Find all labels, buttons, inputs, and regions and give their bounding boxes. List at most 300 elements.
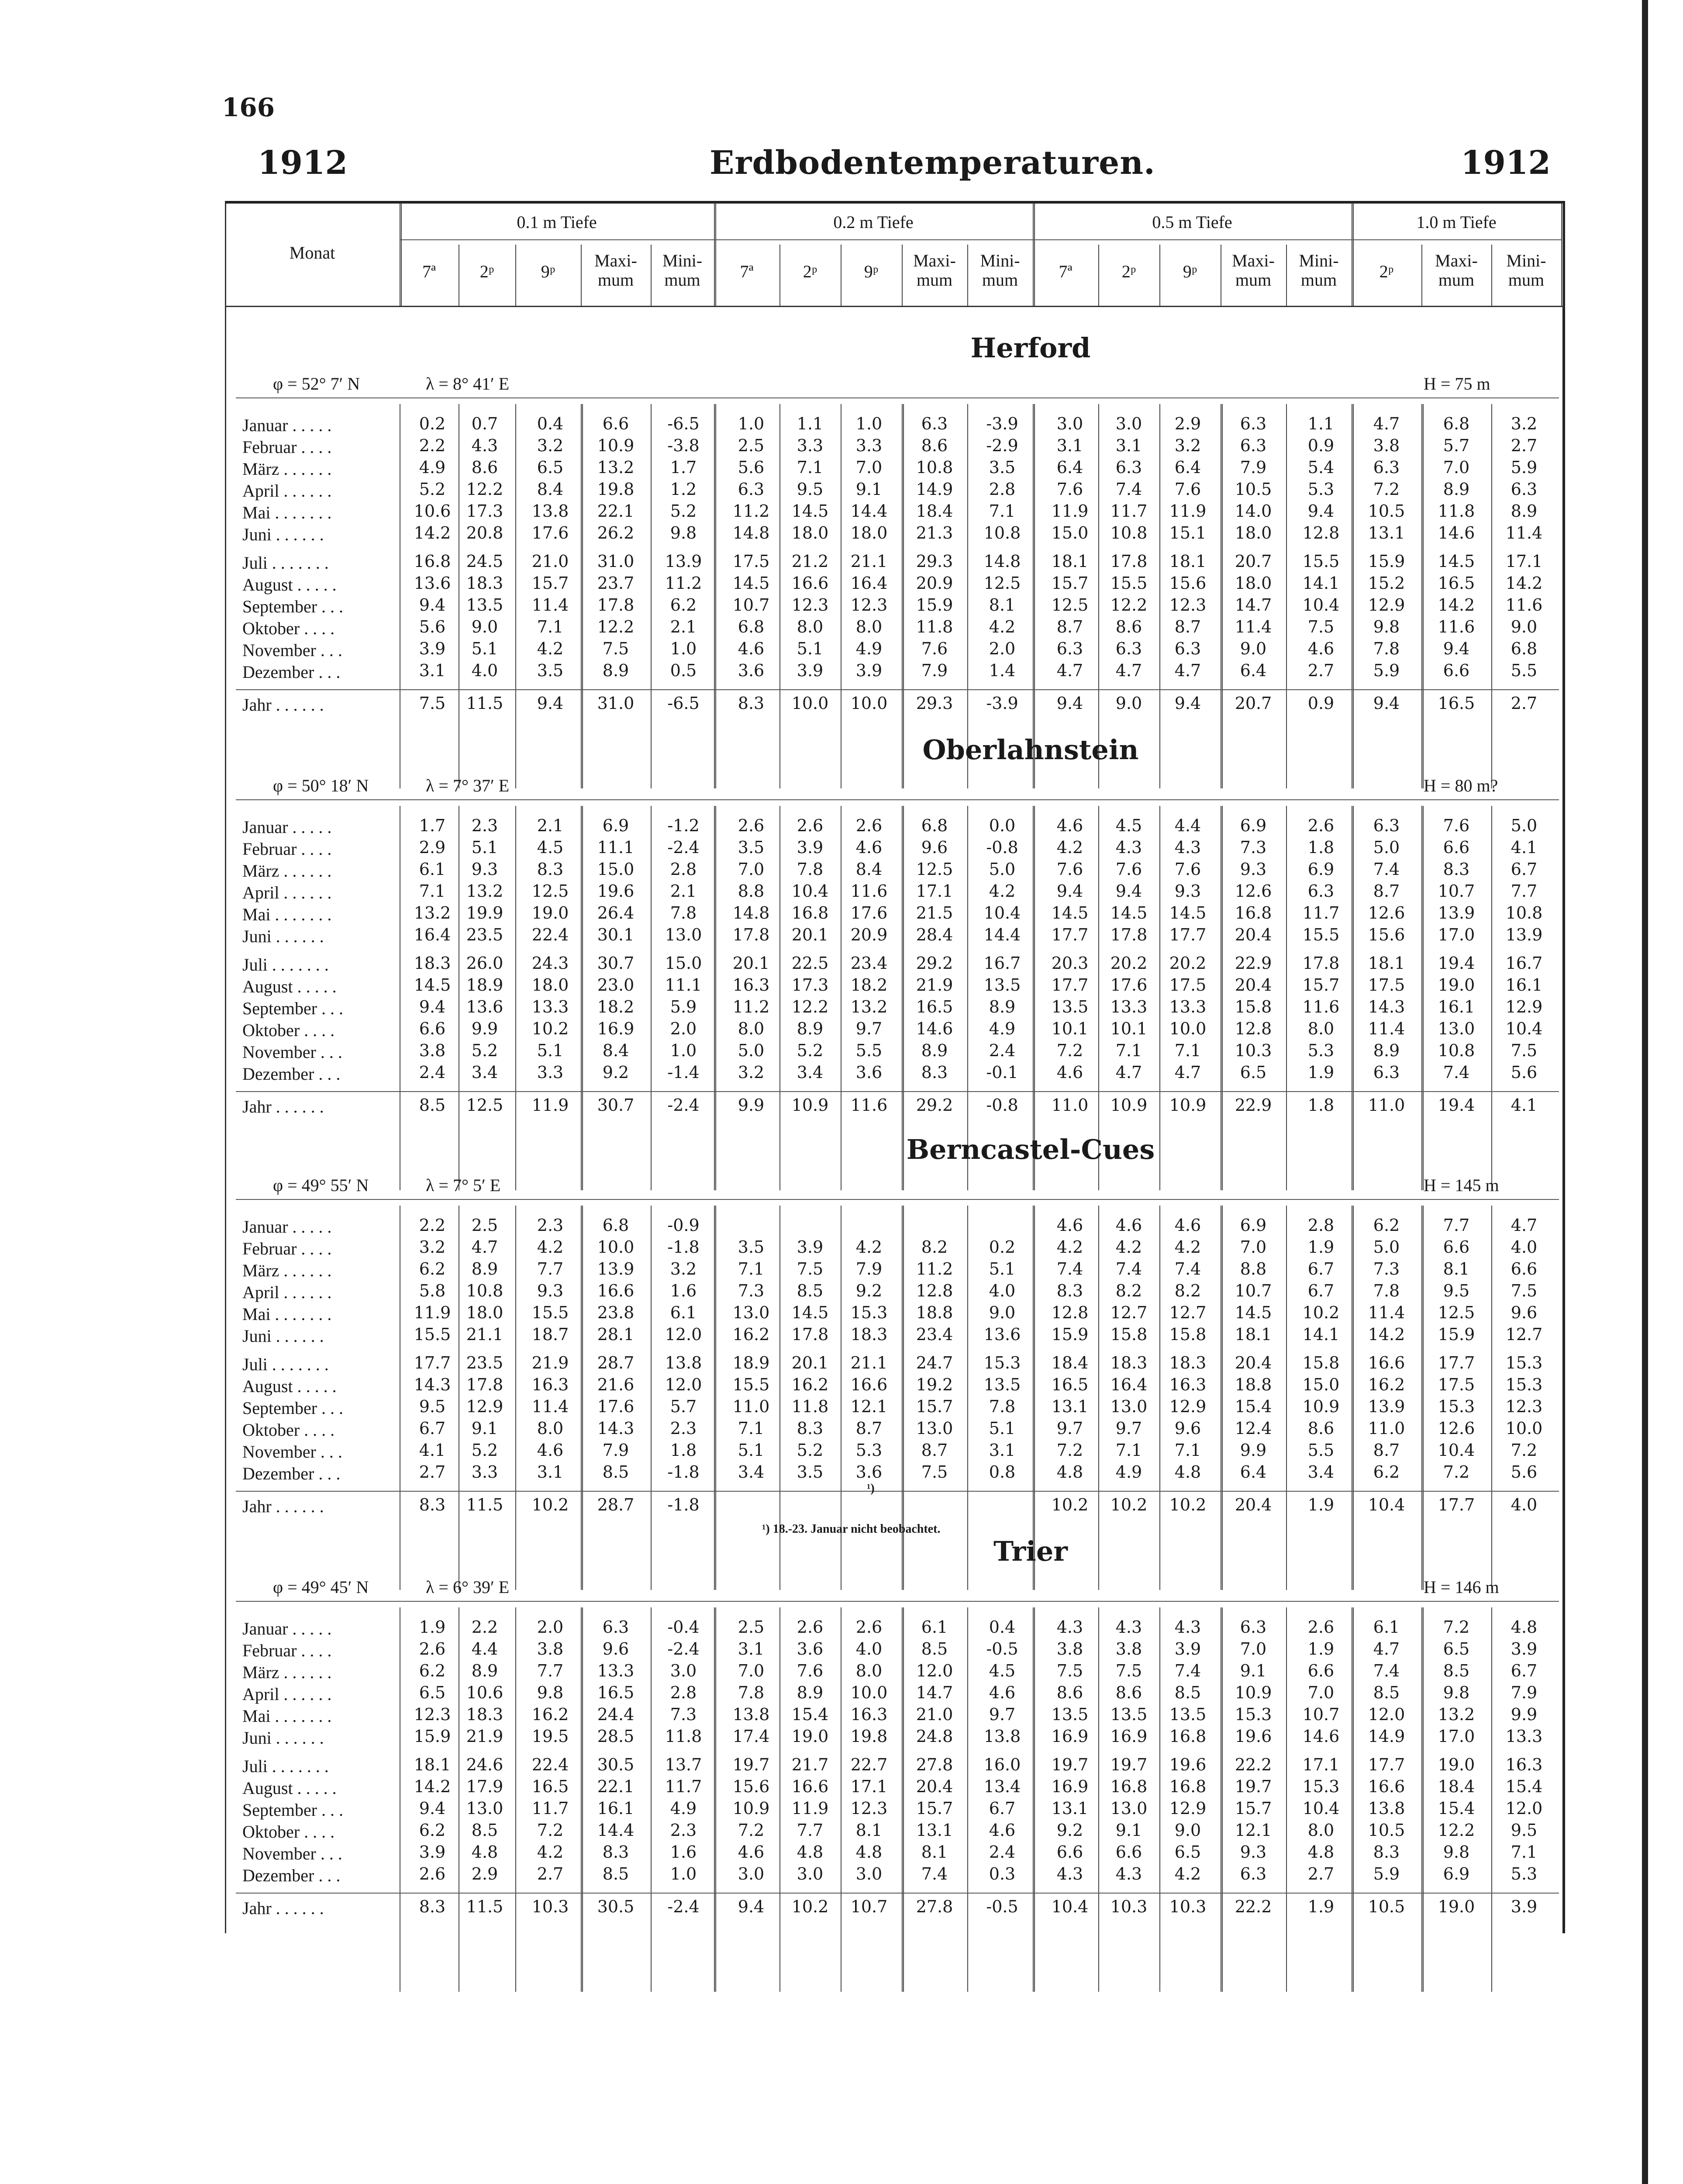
- table-cell: -0.8: [986, 838, 1018, 857]
- table-cell: 9.0: [1511, 617, 1538, 636]
- table-cell: 2.6: [797, 816, 824, 835]
- table-cell: 11.7: [531, 1799, 569, 1818]
- table-cell: 20.1: [732, 954, 770, 973]
- month-label: April . . . . . .: [242, 1684, 332, 1704]
- table-cell: 14.7: [1235, 595, 1272, 615]
- group-divider: [714, 1206, 716, 1590]
- table-cell: 6.3: [921, 414, 948, 433]
- column-divider: [1421, 404, 1424, 788]
- table-cell: 16.4: [850, 574, 888, 593]
- table-cell: 30.5: [597, 1755, 635, 1774]
- table-cell: 23.0: [597, 975, 635, 995]
- footnote: ¹) 18.-23. Januar nicht beobachtet.: [762, 1522, 941, 1536]
- table-cell: 4.3: [1056, 1617, 1083, 1637]
- table-cell: 13.5: [983, 1375, 1021, 1394]
- table-cell: 10.5: [1368, 501, 1405, 521]
- table-cell: 7.6: [1174, 860, 1201, 879]
- table-cell: 6.3: [1240, 1617, 1267, 1637]
- table-cell: 16.4: [1110, 1375, 1148, 1394]
- table-cell: 15.9: [1051, 1325, 1089, 1344]
- month-label: November . . .: [242, 1442, 342, 1462]
- table-cell: 24.4: [597, 1705, 635, 1724]
- table-cell: 20.4: [916, 1777, 953, 1796]
- table-cell: 23.4: [850, 954, 888, 973]
- table-cell: 5.3: [1511, 1864, 1538, 1883]
- table-cell: 15.7: [1235, 1799, 1272, 1818]
- table-cell: 16.5: [916, 997, 953, 1016]
- table-cell: 1.7: [419, 816, 446, 835]
- annual-rule: [236, 689, 1559, 690]
- column-divider: [1286, 1206, 1287, 1590]
- month-label: Mai . . . . . . .: [242, 1706, 332, 1726]
- table-cell: 12.7: [1110, 1303, 1148, 1322]
- table-cell: 13.2: [850, 997, 888, 1016]
- column-header: Mini- mum: [662, 251, 703, 290]
- column-header: 9ᵖ: [1183, 262, 1197, 281]
- table-cell: 10.7: [732, 595, 770, 615]
- column-divider: [1286, 806, 1287, 1190]
- table-cell: 15.7: [916, 1799, 953, 1818]
- table-cell: 9.2: [855, 1281, 883, 1300]
- table-cell: 17.6: [597, 1397, 635, 1416]
- table-cell: 5.5: [1307, 1441, 1335, 1460]
- table-cell: 11.8: [665, 1727, 702, 1746]
- table-cell: 11.6: [1438, 617, 1475, 636]
- table-cell: 17.5: [1169, 975, 1207, 995]
- table-cell: 21.9: [531, 1353, 569, 1372]
- table-cell: 0.9: [1307, 436, 1335, 455]
- table-cell: 14.9: [916, 480, 953, 499]
- table-cell: 16.2: [791, 1375, 829, 1394]
- table-cell: 15.4: [1235, 1397, 1272, 1416]
- table-cell: 7.0: [1307, 1683, 1335, 1702]
- table-cell: 7.2: [537, 1821, 564, 1840]
- table-cell: 3.1: [537, 1462, 564, 1482]
- table-cell: 4.6: [989, 1821, 1016, 1840]
- table-cell: 6.6: [1443, 1237, 1470, 1257]
- table-cell: 17.5: [1368, 975, 1405, 995]
- table-cell: 1.0: [855, 414, 883, 433]
- table-cell: 16.8: [1169, 1727, 1207, 1746]
- table-cell: 12.5: [531, 881, 569, 901]
- table-cell: 9.5: [1511, 1821, 1538, 1840]
- group-divider: [1352, 203, 1354, 306]
- month-label: September . . .: [242, 1398, 344, 1418]
- table-cell: 2.7: [1511, 436, 1538, 455]
- month-label: Juli . . . . . . .: [242, 553, 329, 573]
- table-cell: 6.2: [419, 1259, 446, 1279]
- table-cell: 11.2: [665, 574, 702, 593]
- table-cell: 2.7: [1511, 694, 1538, 713]
- table-cell: 30.5: [597, 1897, 635, 1916]
- table-cell: 1.8: [670, 1441, 697, 1460]
- table-cell: 5.6: [1511, 1462, 1538, 1482]
- table-cell: 15.7: [531, 574, 569, 593]
- table-cell: 11.4: [531, 1397, 569, 1416]
- table-cell: 4.7: [1056, 661, 1083, 680]
- table-cell: 16.2: [732, 1325, 770, 1344]
- table-cell: 8.6: [1115, 1683, 1142, 1702]
- table-cell: 9.3: [1174, 881, 1201, 901]
- table-cell: 3.4: [797, 1063, 824, 1082]
- table-cell: 13.4: [983, 1777, 1021, 1796]
- table-cell: 16.5: [531, 1777, 569, 1796]
- table-cell: 14.6: [1302, 1727, 1340, 1746]
- table-cell: 8.3: [1373, 1842, 1400, 1862]
- group-divider: [714, 1607, 716, 1992]
- table-cell: 15.7: [1302, 975, 1340, 995]
- longitude: λ = 8° 41′ E: [426, 374, 510, 394]
- table-cell: 1.7: [670, 458, 697, 477]
- table-cell: 13.5: [1169, 1705, 1207, 1724]
- table-cell: 10.9: [732, 1799, 770, 1818]
- table-cell: 29.2: [916, 1095, 953, 1115]
- column-divider: [1421, 1206, 1424, 1590]
- table-cell: 7.9: [921, 661, 948, 680]
- table-cell: 9.4: [1056, 694, 1083, 713]
- table-cell: 18.3: [466, 574, 504, 593]
- table-cell: 4.7: [1373, 414, 1400, 433]
- table-cell: 6.7: [989, 1799, 1016, 1818]
- table-cell: 30.7: [597, 954, 635, 973]
- table-cell: 17.7: [1051, 975, 1089, 995]
- table-cell: 15.9: [916, 595, 953, 615]
- table-cell: 16.6: [791, 574, 829, 593]
- table-cell: 16.3: [732, 975, 770, 995]
- table-cell: 14.2: [1505, 574, 1543, 593]
- table-cell: 16.3: [850, 1705, 888, 1724]
- table-cell: 3.9: [797, 661, 824, 680]
- table-cell: 6.1: [419, 860, 446, 879]
- table-cell: 7.3: [670, 1705, 697, 1724]
- table-cell: 17.5: [1438, 1375, 1475, 1394]
- table-cell: 8.5: [797, 1281, 824, 1300]
- column-divider: [841, 245, 842, 306]
- table-cell: 17.1: [916, 881, 953, 901]
- table-cell: 9.8: [1373, 617, 1400, 636]
- table-cell: 5.9: [1373, 1864, 1400, 1883]
- table-cell: 9.3: [471, 860, 498, 879]
- month-label: Jahr . . . . . .: [242, 695, 324, 715]
- table-cell: 13.5: [466, 595, 504, 615]
- table-cell: 15.7: [916, 1397, 953, 1416]
- table-cell: 5.0: [1511, 816, 1538, 835]
- table-cell: 15.3: [1302, 1777, 1340, 1796]
- month-label: Februar . . . .: [242, 839, 332, 859]
- table-cell: 12.9: [1169, 1799, 1207, 1818]
- table-cell: 7.0: [1443, 458, 1470, 477]
- table-cell: 6.3: [1307, 881, 1335, 901]
- table-cell: 7.4: [1373, 860, 1400, 879]
- table-cell: 7.8: [1373, 639, 1400, 658]
- table-cell: 6.7: [1307, 1281, 1335, 1300]
- table-cell: 20.1: [791, 925, 829, 944]
- table-cell: 8.6: [1115, 617, 1142, 636]
- depth-header-rule: [1033, 239, 1352, 240]
- table-cell: 7.0: [1240, 1639, 1267, 1659]
- table-cell: 3.9: [1511, 1639, 1538, 1659]
- table-cell: 13.3: [597, 1661, 635, 1680]
- table-cell: 6.7: [1307, 1259, 1335, 1279]
- table-cell: 4.6: [738, 1842, 765, 1862]
- table-cell: 13.6: [983, 1325, 1021, 1344]
- table-cell: 18.8: [1235, 1375, 1272, 1394]
- table-cell: 13.0: [916, 1419, 953, 1438]
- table-cell: 6.2: [1373, 1462, 1400, 1482]
- table-cell: 10.4: [1051, 1897, 1089, 1916]
- month-label: Dezember . . .: [242, 1464, 341, 1483]
- table-cell: 3.1: [738, 1639, 765, 1659]
- table-cell: 16.6: [597, 1281, 635, 1300]
- table-cell: 15.4: [791, 1705, 829, 1724]
- table-cell: 19.6: [1169, 1755, 1207, 1774]
- table-cell: 10.6: [466, 1683, 504, 1702]
- column-header: 9ᵖ: [864, 262, 879, 281]
- table-cell: 15.5: [1302, 925, 1340, 944]
- table-cell: 11.9: [791, 1799, 829, 1818]
- table-cell: 16.3: [1505, 1755, 1543, 1774]
- table-cell: 5.4: [1307, 458, 1335, 477]
- table-cell: 22.4: [531, 925, 569, 944]
- table-cell: 3.9: [419, 1842, 446, 1862]
- column-header: 9ᵖ: [541, 262, 555, 281]
- column-divider: [651, 404, 652, 788]
- table-cell: 19.0: [531, 903, 569, 923]
- table-cell: 2.6: [855, 1617, 883, 1637]
- table-cell: 4.9: [670, 1799, 697, 1818]
- table-cell: -2.4: [667, 838, 700, 857]
- latitude: φ = 50° 18′ N: [273, 776, 369, 795]
- table-cell: 2.4: [989, 1842, 1016, 1862]
- table-cell: 4.8: [1511, 1617, 1538, 1637]
- table-cell: 18.1: [414, 1755, 451, 1774]
- table-cell: 2.8: [670, 860, 697, 879]
- table-cell: 10.4: [1302, 595, 1340, 615]
- table-cell: 15.3: [983, 1353, 1021, 1372]
- column-divider: [581, 806, 583, 1190]
- table-cell: 18.7: [531, 1325, 569, 1344]
- table-cell: 4.2: [855, 1237, 883, 1257]
- table-cell: 7.2: [1373, 480, 1400, 499]
- table-cell: 26.4: [597, 903, 635, 923]
- table-cell: 4.8: [471, 1842, 498, 1862]
- column-divider: [515, 245, 516, 306]
- month-label: November . . .: [242, 640, 342, 660]
- table-cell: 9.0: [1240, 639, 1267, 658]
- table-cell: 8.9: [602, 661, 629, 680]
- table-cell: 10.8: [466, 1281, 504, 1300]
- table-cell: 7.2: [1056, 1441, 1083, 1460]
- table-cell: 11.1: [597, 838, 635, 857]
- table-cell: 12.0: [1368, 1705, 1405, 1724]
- table-cell: 3.9: [797, 1237, 824, 1257]
- table-cell: 6.3: [1115, 639, 1142, 658]
- table-cell: 5.1: [471, 639, 498, 658]
- table-cell: 17.1: [1302, 1755, 1340, 1774]
- table-cell: 14.4: [983, 925, 1021, 944]
- table-cell: 13.8: [531, 501, 569, 521]
- month-label: Februar . . . .: [242, 1239, 332, 1258]
- table-cell: 9.6: [1174, 1419, 1201, 1438]
- table-cell: 2.3: [670, 1419, 697, 1438]
- table-cell: -1.8: [667, 1237, 700, 1257]
- table-cell: 17.1: [850, 1777, 888, 1796]
- table-cell: 3.2: [1174, 436, 1201, 455]
- table-cell: 0.2: [989, 1237, 1016, 1257]
- table-cell: 3.0: [670, 1661, 697, 1680]
- table-cell: 9.0: [471, 617, 498, 636]
- table-cell: 10.3: [1110, 1897, 1148, 1916]
- table-cell: 7.5: [602, 639, 629, 658]
- table-cell: 9.9: [471, 1019, 498, 1038]
- table-cell: 6.9: [602, 816, 629, 835]
- table-cell: 2.6: [1307, 816, 1335, 835]
- group-divider: [1033, 404, 1035, 788]
- table-cell: 7.5: [419, 694, 446, 713]
- longitude: λ = 7° 5′ E: [426, 1175, 501, 1195]
- table-cell: 5.3: [855, 1441, 883, 1460]
- table-cell: 18.0: [791, 523, 829, 543]
- table-cell: 18.3: [850, 1325, 888, 1344]
- table-cell: 15.6: [732, 1777, 770, 1796]
- table-cell: 11.9: [531, 1095, 569, 1115]
- table-cell: 16.3: [1169, 1375, 1207, 1394]
- month-label: April . . . . . .: [242, 481, 332, 501]
- table-cell: -1.2: [667, 816, 700, 835]
- table-cell: 15.4: [1438, 1799, 1475, 1818]
- table-cell: 10.7: [1302, 1705, 1340, 1724]
- table-cell: 13.9: [1368, 1397, 1405, 1416]
- table-cell: 19.2: [916, 1375, 953, 1394]
- table-cell: 5.0: [989, 860, 1016, 879]
- month-label: Jahr . . . . . .: [242, 1496, 324, 1516]
- table-cell: 9.0: [1174, 1821, 1201, 1840]
- table-cell: 10.3: [1235, 1041, 1272, 1060]
- table-cell: 10.1: [1051, 1019, 1089, 1038]
- month-label: März . . . . . .: [242, 861, 332, 881]
- table-cell: 4.3: [1115, 838, 1142, 857]
- table-cell: 6.3: [1373, 458, 1400, 477]
- table-cell: 16.7: [983, 954, 1021, 973]
- table-cell: 4.9: [989, 1019, 1016, 1038]
- table-cell: 20.8: [466, 523, 504, 543]
- table-cell: 29.3: [916, 552, 953, 571]
- column-divider: [1421, 1607, 1424, 1992]
- table-cell: 4.3: [1115, 1617, 1142, 1637]
- table-cell: 4.8: [855, 1842, 883, 1862]
- table-cell: 16.9: [1051, 1777, 1089, 1796]
- table-cell: 9.3: [1240, 860, 1267, 879]
- table-cell: 6.3: [1373, 816, 1400, 835]
- table-cell: 9.8: [537, 1683, 564, 1702]
- group-divider: [714, 806, 716, 1190]
- table-cell: 9.8: [670, 523, 697, 543]
- column-header: 7ª: [1059, 262, 1073, 281]
- table-cell: 8.9: [921, 1041, 948, 1060]
- table-cell: 15.5: [414, 1325, 451, 1344]
- table-cell: 14.7: [916, 1683, 953, 1702]
- table-cell: 4.6: [1056, 816, 1083, 835]
- table-cell: 14.5: [1438, 552, 1475, 571]
- table-cell: 3.6: [855, 1063, 883, 1082]
- table-cell: 2.1: [670, 881, 697, 901]
- table-cell: 4.3: [1056, 1864, 1083, 1883]
- table-cell: 9.4: [1115, 881, 1142, 901]
- table-cell: 12.5: [466, 1095, 504, 1115]
- table-cell: 2.3: [537, 1216, 564, 1235]
- table-cell: 14.5: [791, 501, 829, 521]
- table-cell: 12.8: [1051, 1303, 1089, 1322]
- table-cell: -0.5: [986, 1639, 1018, 1659]
- table-cell: 10.2: [791, 1897, 829, 1916]
- table-cell: 8.5: [921, 1639, 948, 1659]
- table-cell: 9.4: [1307, 501, 1335, 521]
- table-cell: 13.9: [597, 1259, 635, 1279]
- table-cell: 2.6: [855, 816, 883, 835]
- table-cell: 13.1: [916, 1821, 953, 1840]
- table-cell: 7.3: [1373, 1259, 1400, 1279]
- table-cell: 9.5: [419, 1397, 446, 1416]
- table-cell: 4.5: [989, 1661, 1016, 1680]
- table-cell: 13.3: [1505, 1727, 1543, 1746]
- column-divider: [1491, 806, 1492, 1190]
- table-cell: 17.3: [791, 975, 829, 995]
- table-cell: 15.9: [1438, 1325, 1475, 1344]
- table-cell: 9.4: [419, 1799, 446, 1818]
- column-header: Maxi- mum: [1435, 251, 1478, 290]
- table-cell: 7.1: [738, 1419, 765, 1438]
- table-cell: -1.8: [667, 1495, 700, 1514]
- table-cell: 7.0: [738, 1661, 765, 1680]
- table-cell: 2.8: [989, 480, 1016, 499]
- table-cell: 17.7: [414, 1353, 451, 1372]
- column-divider: [967, 1607, 968, 1992]
- column-divider: [967, 245, 968, 306]
- table-cell: 3.1: [989, 1441, 1016, 1460]
- table-cell: 13.8: [1368, 1799, 1405, 1818]
- table-cell: 19.6: [1235, 1727, 1272, 1746]
- table-cell: 12.2: [466, 480, 504, 499]
- table-cell: -3.8: [667, 436, 700, 455]
- table-cell: 22.4: [531, 1755, 569, 1774]
- table-cell: 7.1: [738, 1259, 765, 1279]
- column-divider: [581, 404, 583, 788]
- table-cell: 14.5: [1235, 1303, 1272, 1322]
- table-cell: 15.8: [1302, 1353, 1340, 1372]
- table-cell: 6.3: [1240, 414, 1267, 433]
- table-cell: 7.1: [1174, 1041, 1201, 1060]
- group-divider: [1352, 1206, 1354, 1590]
- table-cell: 2.4: [989, 1041, 1016, 1060]
- table-cell: 13.9: [665, 552, 702, 571]
- table-cell: 6.5: [1443, 1639, 1470, 1659]
- table-cell: 7.4: [1115, 480, 1142, 499]
- table-cell: 12.2: [1110, 595, 1148, 615]
- table-cell: 4.2: [537, 1842, 564, 1862]
- table-cell: 4.2: [537, 1237, 564, 1257]
- table-cell: 8.2: [921, 1237, 948, 1257]
- table-cell: 15.8: [1169, 1325, 1207, 1344]
- column-divider: [515, 806, 516, 1190]
- table-cell: 17.8: [791, 1325, 829, 1344]
- table-cell: 3.4: [738, 1462, 765, 1482]
- table-cell: 13.3: [531, 997, 569, 1016]
- table-cell: 5.0: [738, 1041, 765, 1060]
- table-cell: -0.8: [986, 1095, 1018, 1115]
- table-cell: 6.8: [738, 617, 765, 636]
- table-cell: 10.4: [791, 881, 829, 901]
- month-label: Oktober . . . .: [242, 1020, 335, 1040]
